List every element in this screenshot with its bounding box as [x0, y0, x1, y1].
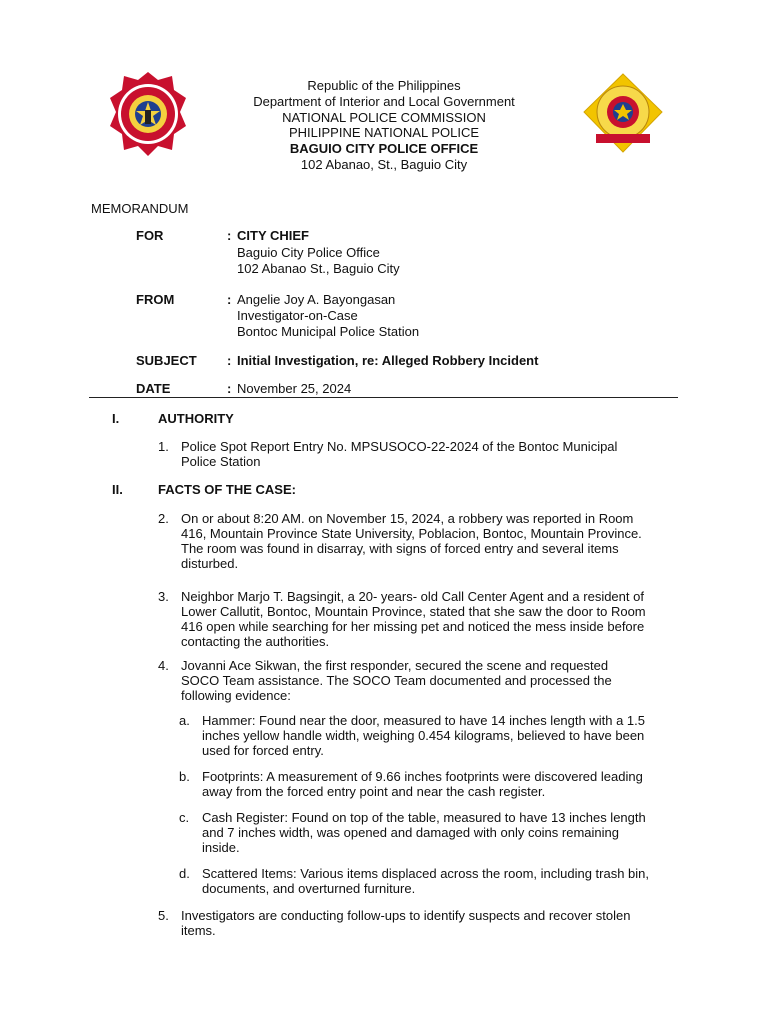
for-recipient: CITY CHIEF: [237, 228, 309, 243]
paragraph-5-line: Investigators are conducting follow-ups to identify suspects and recover stolen: [181, 908, 631, 923]
pnp-crime-laboratory-icon: [576, 72, 670, 156]
paragraph-3-line: Lower Callutit, Bontoc, Mountain Province, stated that she saw the door to Room: [181, 604, 646, 619]
pnp-seal-icon: [108, 70, 188, 158]
header-napolcom: NATIONAL POLICE COMMISSION: [282, 109, 486, 125]
evidence-d-line: Scattered Items: Various items displaced across the room, including trash bin,: [202, 866, 650, 881]
evidence-d-scattered-items: [202, 866, 677, 896]
paragraph-5-line: items.: [181, 923, 216, 938]
paragraph-5-number: 5.: [158, 908, 169, 923]
section-facts-number: II.: [112, 482, 123, 497]
from-colon: :: [227, 292, 232, 307]
section-authority-number: I.: [112, 411, 120, 426]
header-divider: [89, 397, 678, 398]
evidence-a-letter: a.: [179, 713, 190, 728]
evidence-a-line: used for forced entry.: [202, 743, 324, 758]
header-address: 102 Abanao, St., Baguio City: [300, 156, 468, 172]
header-department: Department of Interior and Local Government: [253, 93, 515, 109]
subject-label: SUBJECT: [136, 353, 197, 368]
header-republic: Republic of the Philippines: [307, 78, 461, 93]
paragraph-2-line: The room was found in disarray, with signs of forced entry and several items: [181, 541, 619, 556]
subject-colon: :: [227, 353, 232, 368]
from-station: Bontoc Municipal Police Station: [237, 324, 420, 339]
paragraph-4-line: following evidence:: [181, 688, 291, 703]
paragraph-1: [181, 439, 677, 469]
from-position: Investigator-on-Case: [237, 308, 358, 323]
paragraph-3-line: 416 open while searching for her missing pet and noticed the mess inside before: [181, 619, 645, 634]
paragraph-1-number: 1.: [158, 439, 169, 454]
subject-value: Initial Investigation, re: Alleged Robbery Incident: [237, 353, 539, 368]
paragraph-3-line: contacting the authorities.: [181, 634, 330, 649]
header-office: BAGUIO CITY POLICE OFFICE: [289, 141, 479, 157]
for-office: Baguio City Police Office: [237, 245, 380, 260]
evidence-b-letter: b.: [179, 769, 190, 784]
evidence-c-line: Cash Register: Found on top of the table, measured to have 13 inches length: [202, 810, 646, 825]
evidence-b-line: away from the forced entry point and near the cash register.: [202, 784, 546, 799]
paragraph-2-line: 416, Mountain Province State University, Poblacion, Bontoc, Mountain Province.: [181, 526, 642, 541]
evidence-d-line: documents, and overturned furniture.: [202, 881, 416, 896]
evidence-b-line: Footprints: A measurement of 9.66 inches footprints were discovered leading: [202, 769, 643, 784]
paragraph-2: [181, 511, 677, 571]
evidence-a-line: inches yellow handle width, weighing 0.454 kilograms, believed to have been: [202, 728, 645, 743]
evidence-c-line: and 7 inches width, was opened and damaged with only coins remaining: [202, 825, 619, 840]
paragraph-2-number: 2.: [158, 511, 169, 526]
paragraph-1-line: Police Station: [181, 454, 261, 469]
from-name: Angelie Joy A. Bayongasan: [237, 292, 396, 307]
evidence-c-line: inside.: [202, 840, 240, 855]
paragraph-1-line: Police Spot Report Entry No. MPSUSOCO-22-2024 of the Bontoc Municipal: [181, 439, 618, 454]
evidence-a-hammer: [202, 713, 677, 758]
paragraph-4-line: Jovanni Ace Sikwan, the first responder, secured the scene and requested: [181, 658, 609, 673]
paragraph-4: [181, 658, 677, 703]
date-colon: :: [227, 381, 232, 396]
for-address: 102 Abanao St., Baguio City: [237, 261, 400, 276]
section-authority-title: AUTHORITY: [158, 411, 234, 426]
paragraph-2-line: disturbed.: [181, 556, 239, 571]
paragraph-3-line: Neighbor Marjo T. Bagsingit, a 20- years- old Call Center Agent and a resident of: [181, 589, 644, 604]
evidence-a-line: Hammer: Found near the door, measured to have 14 inches length with a 1.5: [202, 713, 645, 728]
paragraph-2-line: On or about 8:20 AM. on November 15, 2024, a robbery was reported in Room: [181, 511, 634, 526]
evidence-c-cash-register: [202, 810, 677, 855]
paragraph-3: [181, 589, 677, 649]
for-colon: :: [227, 228, 232, 243]
memorandum-title: MEMORANDUM: [91, 201, 189, 216]
paragraph-5: [181, 908, 677, 938]
paragraph-3-number: 3.: [158, 589, 169, 604]
evidence-d-letter: d.: [179, 866, 190, 881]
date-value: November 25, 2024: [237, 381, 352, 396]
evidence-b-footprints: [202, 769, 677, 799]
letterhead: [200, 78, 568, 173]
section-facts-title: FACTS OF THE CASE:: [158, 482, 296, 497]
paragraph-4-line: SOCO Team assistance. The SOCO Team documented and processed the: [181, 673, 612, 688]
header-pnp: PHILIPPINE NATIONAL POLICE: [289, 125, 479, 141]
for-label: FOR: [136, 228, 164, 243]
date-label: DATE: [136, 381, 171, 396]
from-label: FROM: [136, 292, 175, 307]
paragraph-4-number: 4.: [158, 658, 169, 673]
evidence-c-letter: c.: [179, 810, 190, 825]
